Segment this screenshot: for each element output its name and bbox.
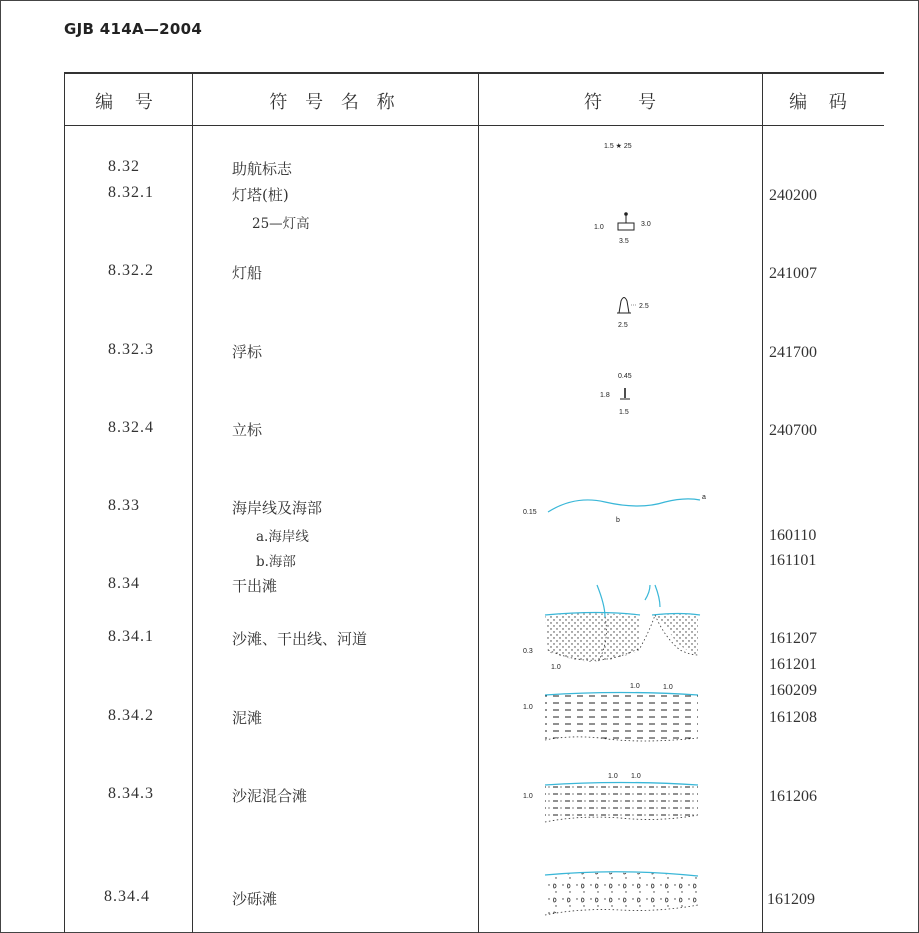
sand-left-label: 0.3 (523, 648, 533, 655)
symbol-name: 立标 (232, 421, 263, 439)
symbol-code: 160209 (769, 682, 817, 699)
row-number: 8.34.2 (108, 707, 154, 724)
symbol-name: 灯塔(桩) (232, 186, 289, 204)
row-number: 8.32.1 (108, 184, 154, 201)
row-number: 8.34.3 (108, 785, 154, 802)
symbol-name: 沙泥混合滩 (232, 787, 308, 805)
header-code: 编 码 (789, 92, 855, 113)
row-number: 8.32.3 (108, 341, 154, 358)
row-number: 8.34 (108, 575, 140, 592)
mix-top-label-1: 1.0 (608, 773, 618, 780)
row-number: 8.33 (108, 497, 140, 514)
symbol-name: 助航标志 (232, 160, 293, 178)
symbol-code: 161201 (769, 656, 817, 673)
sand-mud-beach-symbol-icon (523, 773, 698, 822)
symbol-code: 241007 (769, 265, 817, 282)
coast-a-label: a (702, 494, 706, 501)
symbol-code: 161206 (769, 788, 817, 805)
symbol-code: 161208 (769, 709, 817, 726)
header-number: 编 号 (95, 92, 161, 113)
lightship-right-label: 2.5 (639, 303, 649, 310)
mix-top-label-2: 1.0 (631, 773, 641, 780)
symbol-name: 沙砾滩 (232, 890, 278, 908)
symbol-name: 泥滩 (232, 709, 263, 727)
coast-b-label: b (616, 517, 620, 524)
mud-left-label: 1.0 (523, 704, 533, 711)
symbol-name: 海岸线及海部 (232, 499, 323, 517)
row-number: 8.32.2 (108, 262, 154, 279)
symbol-code: 161209 (767, 891, 815, 908)
gravel-beach-symbol-icon (545, 872, 698, 915)
symbol-code: 160110 (769, 527, 817, 544)
lighthouse-bottom-label: 3.5 (619, 238, 629, 245)
mud-beach-symbol-icon (523, 683, 698, 741)
symbol-name: 干出滩 (232, 577, 278, 595)
lightship-bottom-label: 2.5 (618, 322, 628, 329)
sand-bottom-label: 1.0 (551, 664, 561, 671)
mud-top-label-1: 1.0 (630, 683, 640, 690)
row-number: 8.32.4 (108, 419, 154, 436)
symbol-note: 25—灯高 (252, 216, 310, 232)
mud-top-label-2: 1.0 (663, 684, 673, 691)
symbol-code: 240700 (769, 422, 817, 439)
symbol-name: 浮标 (232, 343, 263, 361)
buoy-left-label: 1.8 (600, 392, 610, 399)
lighthouse-left-label: 1.0 (594, 224, 604, 231)
symbol-subname: b.海部 (256, 554, 296, 570)
sand-beach-symbol-icon (523, 585, 700, 671)
lightship-symbol-icon (617, 298, 649, 330)
symbol-code: 161207 (769, 630, 817, 647)
lighthouse-symbol-icon (594, 142, 651, 245)
row-number: 8.32 (108, 158, 140, 175)
document-id: GJB 414A—2004 (64, 20, 203, 38)
buoy-bottom-label: 1.5 (619, 409, 629, 416)
buoy-top-label: 0.45 (618, 373, 632, 380)
lighthouse-top-label: 1.5 ★ 25 (604, 143, 632, 150)
header-name: 符 号 名 称 (269, 92, 401, 113)
symbol-subname: a.海岸线 (256, 529, 309, 545)
symbol-code: 241700 (769, 344, 817, 361)
coastline-symbol-icon (523, 494, 706, 524)
header-symbol: 符 号 (584, 92, 656, 113)
symbol-code: 161101 (769, 552, 817, 569)
lighthouse-right-label: 3.0 (641, 221, 651, 228)
symbol-name: 灯船 (232, 264, 263, 282)
row-number: 8.34.4 (104, 888, 150, 905)
row-number: 8.34.1 (108, 628, 154, 645)
buoy-symbol-icon (600, 373, 632, 416)
symbol-code: 240200 (769, 187, 817, 204)
coast-left-label: 0.15 (523, 509, 537, 516)
mix-left-label: 1.0 (523, 793, 533, 800)
symbol-name: 沙滩、干出线、河道 (232, 630, 368, 648)
